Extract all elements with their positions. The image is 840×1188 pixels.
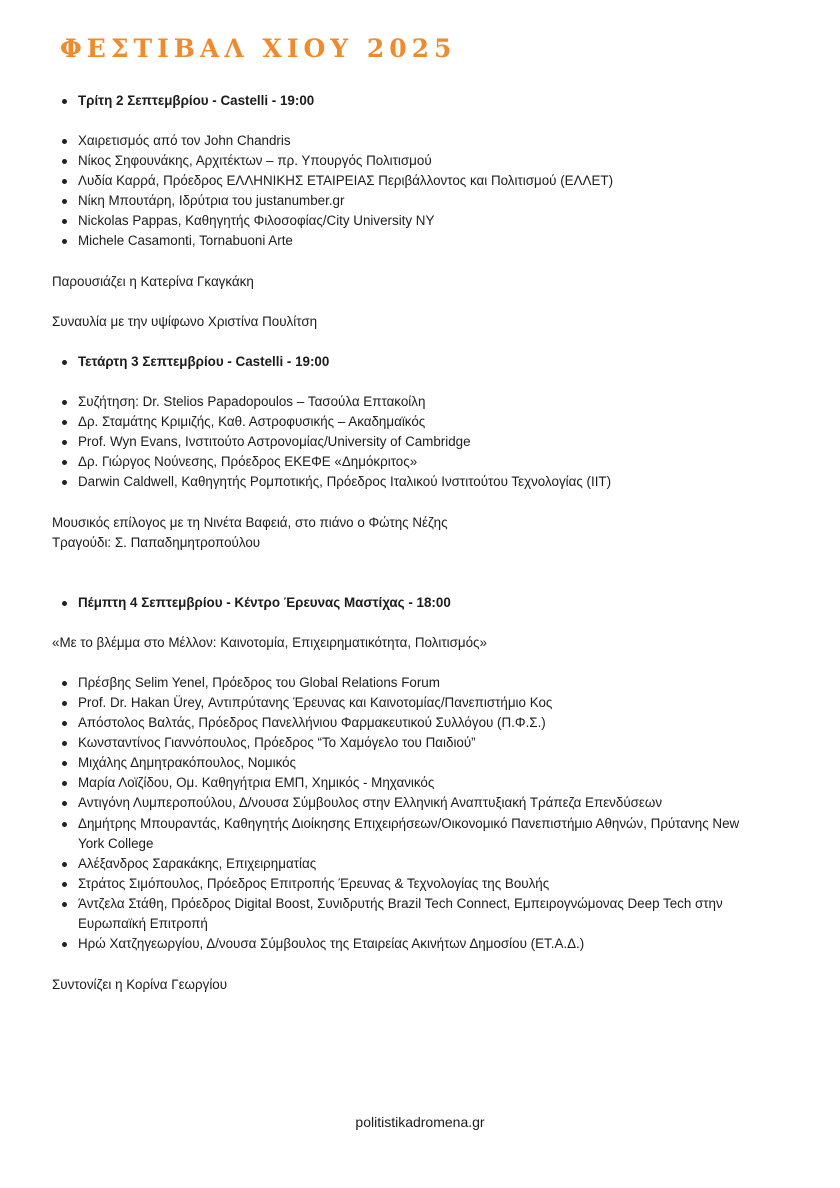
list-item: Prof. Dr. Hakan Ürey, Αντιπρύτανης Έρευνας και Καινοτομίας/Πανεπιστήμιο Κος [62,693,752,713]
presenter-note: Παρουσιάζει η Κατερίνα Γκαγκάκη [52,274,254,289]
list-item: Νίκη Μπουτάρη, Ιδρύτρια του justanumber.gr [62,191,752,211]
day1-heading: Τρίτη 2 Σεπτεμβρίου - Castelli - 19:00 [62,91,752,111]
moderator-note: Συντονίζει η Κορίνα Γεωργίου [52,977,228,992]
list-item: Darwin Caldwell, Καθηγητής Ρομποτικής, Πρόεδρος Ιταλικού Ινστιτούτου Τεχνολογίας (IIT) [62,472,752,492]
list-item: Δημήτρης Μπουραντάς, Καθηγητής Διοίκησης Επιχειρήσεων/Οικονομικό Πανεπιστήμιο Αθηνών, Πρύτανης New York College [62,814,752,854]
list-item: Αλέξανδρος Σαρακάκης, Επιχειρηματίας [62,854,752,874]
list-item: Αντιγόνη Λυμπεροπούλου, Δ/νουσα Σύμβουλος στην Ελληνική Αναπτυξιακή Τράπεζα Επενδύσεων [62,793,752,813]
list-item: Πρέσβης Selim Yenel, Πρόεδρος του Global Relations Forum [62,673,752,693]
list-item: Μαρία Λοϊζίδου, Ομ. Καθηγήτρια ΕΜΠ, Χημικός - Μηχανικός [62,773,752,793]
day3-heading: Πέμπτη 4 Σεπτεμβρίου - Κέντρο Έρευνας Μαστίχας - 18:00 [62,593,752,613]
list-item: Prof. Wyn Evans, Ινστιτούτο Αστρονομίας/University of Cambridge [62,432,752,452]
singing-note: Τραγούδι: Σ. Παπαδημητροπούλου [52,535,261,550]
day3-subtitle: «Με το βλέμμα στο Μέλλον: Καινοτομία, Επιχειρηματικότητα, Πολιτισμός» [52,635,487,650]
list-item: Κωνσταντίνος Γιαννόπουλος, Πρόεδρος “Το Χαμόγελο του Παιδιού” [62,733,752,753]
list-item: Λυδία Καρρά, Πρόεδρος ΕΛΛΗΝΙΚΗΣ ΕΤΑΙΡΕΙΑΣ Περιβάλλοντος και Πολιτισμού (ΕΛΛΕΤ) [62,171,752,191]
list-item: Nickolas Pappas, Καθηγητής Φιλοσοφίας/City University NY [62,211,752,231]
footer-source: politistikadromena.gr [355,1114,485,1130]
list-item: Στράτος Σιμόπουλος, Πρόεδρος Επιτροπής Έρευνας & Τεχνολογίας της Βουλής [62,874,752,894]
list-item: Μιχάλης Δημητρακόπουλος, Νομικός [62,753,752,773]
list-item: Συζήτηση: Dr. Stelios Papadopoulos – Τασούλα Επτακοίλη [62,392,752,412]
list-item: Δρ. Σταμάτης Κριμιζής, Καθ. Αστροφυσικής – Ακαδημαϊκός [62,412,752,432]
list-item: Michele Casamonti, Tornabuoni Arte [62,231,752,251]
concert-note: Συναυλία με την υψίφωνο Χριστίνα Πουλίτση [52,314,318,329]
list-item: Άντζελα Στάθη, Πρόεδρος Digital Boost, Συνιδρυτής Brazil Tech Connect, Εμπειρογνώμονας Deep Tech στην Ευρωπαϊκή Επιτροπή [62,894,752,934]
day2-heading: Τετάρτη 3 Σεπτεμβρίου - Castelli - 19:00 [62,352,752,372]
list-item: Χαιρετισμός από τον John Chandris [62,131,752,151]
list-item: Απόστολος Βαλτάς, Πρόεδρος Πανελλήνιου Φαρμακευτικού Συλλόγου (Π.Φ.Σ.) [62,713,752,733]
epilogue-note: Μουσικός επίλογος με τη Νινέτα Βαφειά, στο πιάνο ο Φώτης Νέζης [52,515,448,530]
list-item: Νίκος Σηφουνάκης, Αρχιτέκτων – πρ. Υπουργός Πολιτισμού [62,151,752,171]
list-item: Ηρώ Χατζηγεωργίου, Δ/νουσα Σύμβουλος της Εταιρείας Ακινήτων Δημοσίου (ΕΤ.Α.Δ.) [62,934,752,954]
page-title: ΦΕΣΤΙΒΑΛ ΧΙΟΥ 2025 [60,34,457,63]
list-item: Δρ. Γιώργος Νούνεσης, Πρόεδρος ΕΚΕΦΕ «Δημόκριτος» [62,452,752,472]
